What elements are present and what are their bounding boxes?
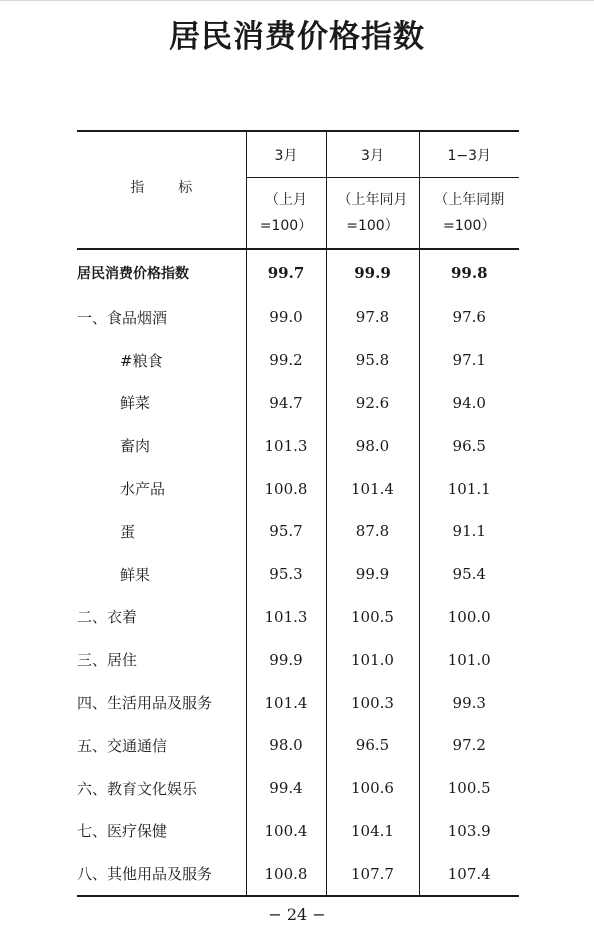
cell-value: 107.7 bbox=[326, 852, 419, 896]
base-line-2: =100） bbox=[346, 218, 399, 234]
table-body bbox=[77, 249, 519, 896]
row-label: 八、其他用品及服务 bbox=[77, 865, 213, 884]
page-number: − 24 − bbox=[268, 905, 326, 924]
row-label: #粮食 bbox=[120, 351, 163, 370]
cell-value: 97.1 bbox=[419, 339, 519, 382]
price-index-table bbox=[77, 130, 519, 897]
cell-value: 94.7 bbox=[246, 382, 326, 425]
base-line-1: （上月 bbox=[265, 192, 307, 208]
cell-value: 91.1 bbox=[419, 510, 519, 553]
row-label: 一、食品烟酒 bbox=[77, 308, 168, 327]
table-row bbox=[77, 638, 519, 681]
column-header-period: 3月 bbox=[326, 131, 419, 178]
indicator-header bbox=[77, 131, 246, 249]
cell-value: 100.6 bbox=[326, 767, 419, 810]
column-header-base bbox=[419, 178, 519, 250]
cell-value: 94.0 bbox=[419, 382, 519, 425]
cell-value: 96.5 bbox=[419, 424, 519, 467]
top-divider bbox=[0, 0, 594, 1]
cell-value: 99.8 bbox=[419, 249, 519, 296]
cell-value: 99.4 bbox=[246, 767, 326, 810]
table-row bbox=[77, 339, 519, 382]
table-row bbox=[77, 296, 519, 339]
table-row bbox=[77, 510, 519, 553]
table-row bbox=[77, 852, 519, 896]
cell-value: 107.4 bbox=[419, 852, 519, 896]
cell-value: 100.0 bbox=[419, 596, 519, 639]
table-row bbox=[77, 724, 519, 767]
header-row-periods bbox=[77, 131, 519, 178]
cell-value: 101.4 bbox=[246, 681, 326, 724]
row-label: 蛋 bbox=[120, 522, 136, 541]
row-label: 四、生活用品及服务 bbox=[77, 694, 213, 713]
cell-value: 100.4 bbox=[246, 810, 326, 853]
base-line-1: （上年同月 bbox=[337, 192, 408, 208]
cell-value: 99.9 bbox=[246, 638, 326, 681]
cell-value: 99.2 bbox=[246, 339, 326, 382]
cell-value: 101.0 bbox=[326, 638, 419, 681]
cell-value: 97.8 bbox=[326, 296, 419, 339]
base-line-2: =100） bbox=[443, 218, 496, 234]
cell-value: 99.9 bbox=[326, 249, 419, 296]
cell-value: 104.1 bbox=[326, 810, 419, 853]
cell-value: 99.3 bbox=[419, 681, 519, 724]
cell-value: 95.3 bbox=[246, 553, 326, 596]
base-line-2: =100） bbox=[259, 218, 313, 234]
cell-value: 95.8 bbox=[326, 339, 419, 382]
indicator-header-char-1: 指 bbox=[130, 180, 145, 196]
cell-value: 99.0 bbox=[246, 296, 326, 339]
table-row bbox=[77, 553, 519, 596]
cell-value: 96.5 bbox=[326, 724, 419, 767]
cell-value: 92.6 bbox=[326, 382, 419, 425]
cell-value: 87.8 bbox=[326, 510, 419, 553]
cell-value: 103.9 bbox=[419, 810, 519, 853]
row-label: 七、医疗保健 bbox=[77, 822, 168, 841]
column-header-base bbox=[246, 178, 326, 250]
cell-value: 98.0 bbox=[246, 724, 326, 767]
cell-value: 97.6 bbox=[419, 296, 519, 339]
page-title: 居民消费价格指数 bbox=[169, 19, 425, 55]
cell-value: 95.7 bbox=[246, 510, 326, 553]
cell-value: 101.1 bbox=[419, 467, 519, 510]
table-row bbox=[77, 382, 519, 425]
table-row bbox=[77, 467, 519, 510]
cell-value: 100.5 bbox=[419, 767, 519, 810]
cell-value: 100.3 bbox=[326, 681, 419, 724]
row-label: 水产品 bbox=[120, 480, 166, 499]
table-row bbox=[77, 596, 519, 639]
row-label: 五、交通通信 bbox=[77, 736, 168, 755]
row-label: 居民消费价格指数 bbox=[77, 266, 189, 282]
cell-value: 100.5 bbox=[326, 596, 419, 639]
column-header-period: 1−3月 bbox=[419, 131, 519, 178]
row-label: 鲜果 bbox=[120, 565, 151, 584]
table-row bbox=[77, 249, 519, 296]
column-header-period: 3月 bbox=[246, 131, 326, 178]
row-label: 畜肉 bbox=[120, 437, 151, 456]
cell-value: 99.9 bbox=[326, 553, 419, 596]
row-label: 六、教育文化娱乐 bbox=[77, 779, 198, 798]
table-row bbox=[77, 810, 519, 853]
cell-value: 101.3 bbox=[246, 424, 326, 467]
base-line-1: （上年同期 bbox=[434, 192, 505, 208]
row-label: 三、居住 bbox=[77, 651, 138, 670]
row-label: 鲜菜 bbox=[120, 394, 151, 413]
cell-value: 97.2 bbox=[419, 724, 519, 767]
cell-value: 95.4 bbox=[419, 553, 519, 596]
cell-value: 101.4 bbox=[326, 467, 419, 510]
cell-value: 101.3 bbox=[246, 596, 326, 639]
column-header-base bbox=[326, 178, 419, 250]
cell-value: 101.0 bbox=[419, 638, 519, 681]
cell-value: 99.7 bbox=[246, 249, 326, 296]
table-row bbox=[77, 681, 519, 724]
table-row bbox=[77, 424, 519, 467]
row-label: 二、衣着 bbox=[77, 608, 138, 627]
cell-value: 100.8 bbox=[246, 467, 326, 510]
table-row bbox=[77, 767, 519, 810]
indicator-header-char-2: 标 bbox=[178, 180, 193, 196]
cell-value: 98.0 bbox=[326, 424, 419, 467]
cell-value: 100.8 bbox=[246, 852, 326, 896]
